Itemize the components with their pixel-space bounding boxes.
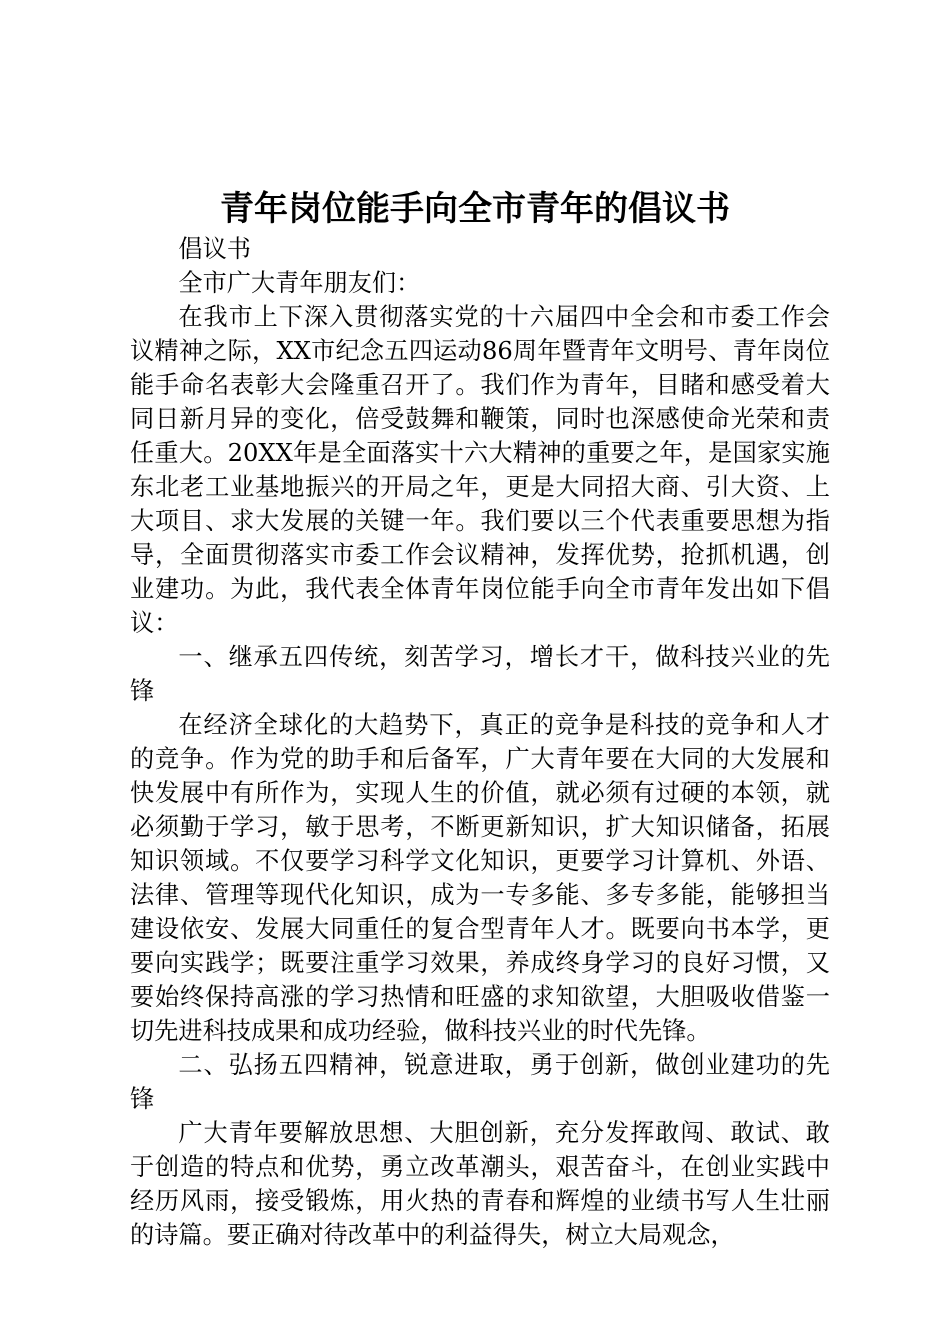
paragraph-salutation: 全市广大青年朋友们：: [178, 269, 421, 297]
paragraph-heading: 倡议书: [178, 235, 251, 263]
document-title: 青年岗位能手向全市青年的倡议书: [220, 189, 730, 229]
paragraph-section-2-body: 广大青年要解放思想、大胆创新，充分发挥敢闯、敢试、敢于创造的特点和优势，勇立改革潮头，艰苦奋斗，在创业实践中经历风雨，接受锻炼，用火热的青春和辉煌的业绩书写人生壮丽的诗篇。要正确对待改革中的利益得失，树立大局观念，: [130, 1119, 830, 1249]
paragraph-intro: 在我市上下深入贯彻落实党的十六届四中全会和市委工作会议精神之际，XX市纪念五四运动86周年暨青年文明号、青年岗位能手命名表彰大会隆重召开了。我们作为青年，目睹和感受着大同日新月异的变化，倍受鼓舞和鞭策，同时也深感使命光荣和责任重大。20XX年是全面落实十六大精神的重要之年，是国家实施东北老工业基地振兴的开局之年，更是大同招大商、引大资、上大项目、求大发展的关键一年。我们要以三个代表重要思想为指导，全面贯彻落实市委工作会议精神，发挥优势，抢抓机遇，创业建功。为此，我代表全体青年岗位能手向全市青年发出如下倡议：: [130, 303, 830, 637]
paragraph-section-2-heading: 二、弘扬五四精神，锐意进取，勇于创新，做创业建功的先锋: [130, 1051, 830, 1113]
paragraph-section-1-heading: 一、继承五四传统，刻苦学习，增长才干，做科技兴业的先锋: [130, 643, 830, 705]
document-body: [130, 232, 830, 1252]
paragraph-section-1-body: 在经济全球化的大趋势下，真正的竞争是科技的竞争和人才的竞争。作为党的助手和后备军，广大青年要在大同的大发展和快发展中有所作为，实现人生的价值，就必须有过硬的本领，就必须勤于学习，敏于思考，不断更新知识，扩大知识储备，拓展知识领域。不仅要学习科学文化知识，更要学习计算机、外语、法律、管理等现代化知识，成为一专多能、多专多能，能够担当建设依安、发展大同重任的复合型青年人才。既要向书本学，更要向实践学；既要注重学习效果，养成终身学习的良好习惯，又要始终保持高涨的学习热情和旺盛的求知欲望，大胆吸收借鉴一切先进科技成果和成功经验，做科技兴业的时代先锋。: [130, 711, 830, 1045]
